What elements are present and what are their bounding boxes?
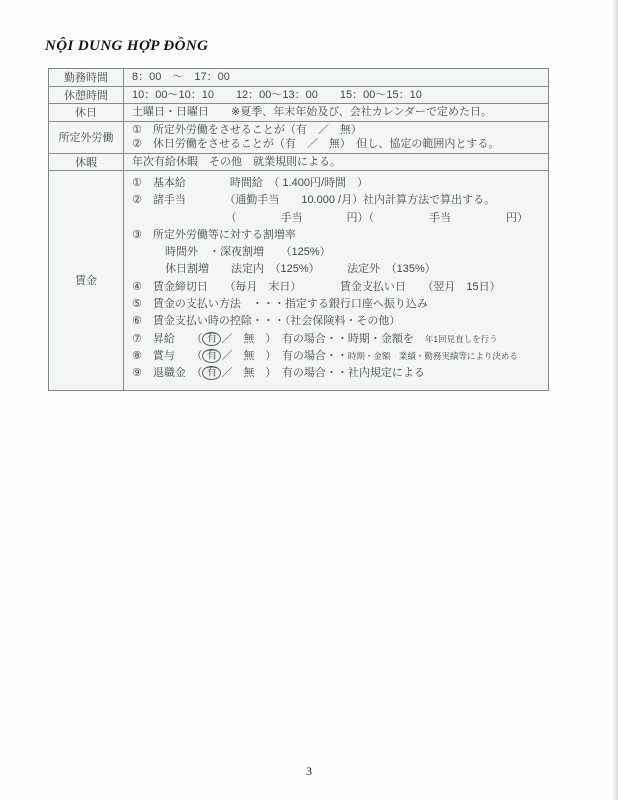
content-line xyxy=(132,175,540,192)
text-segment: 休日割増 法定内 （125%） 法定外 （135%） xyxy=(132,263,436,276)
text-segment: 10：00～10：10 12：00～13：00 15：00～15：10 xyxy=(132,88,422,101)
text-segment: ② 休日労働をさせることが（有 ／ 無） 但し、協定の範囲内とする。 xyxy=(132,138,500,150)
scan-edge-shadow xyxy=(612,0,618,800)
circled-selection: 有 xyxy=(202,349,221,363)
text-segment: ④ 賃金締切日 （毎月 末日） 賃金支払い日 （翌月 15日） xyxy=(132,280,501,293)
text-segment: 時間外 ・深夜割増 （125%） xyxy=(132,246,331,259)
content-line xyxy=(132,313,540,330)
content-line xyxy=(132,261,540,278)
text-segment: 年1回見直しを行う xyxy=(424,333,498,344)
row-label: 賃金 xyxy=(49,171,124,390)
content-line xyxy=(132,105,540,120)
text-segment: ／ 無 ） 有の場合・・時期・金額を xyxy=(221,332,425,345)
page-number: 3 xyxy=(306,764,312,778)
text-segment: ／ 無 ） 有の場合・・ xyxy=(221,349,348,362)
table-row xyxy=(49,69,548,87)
table-row xyxy=(49,154,548,172)
text-segment: （ 手当 円）（ 手当 円） xyxy=(132,211,528,224)
text-segment: ⑦ 昇給 （ xyxy=(132,332,203,345)
content-line xyxy=(132,155,540,170)
table-row xyxy=(49,171,548,390)
content-line xyxy=(132,192,540,209)
content-line xyxy=(132,348,540,365)
row-label: 休暇 xyxy=(49,154,124,171)
row-label: 所定外労働 xyxy=(49,122,124,153)
text-segment: 8：00 ～ 17：00 xyxy=(132,71,230,83)
content-line xyxy=(132,279,540,296)
text-segment: 年次有給休暇 その他 就業規則による。 xyxy=(132,155,341,168)
text-segment: ⑥ 賃金支払い時の控除・・・（社会保険料・その他） xyxy=(132,315,401,328)
text-segment: ⑨ 退職金 （ xyxy=(132,367,203,380)
content-line xyxy=(132,296,540,313)
text-segment: ② 諸手当 （通勤手当 10.000 /月）社内計算方法で算出する。 xyxy=(132,194,496,207)
row-content xyxy=(124,122,548,153)
page-title: NỘI DUNG HỢP ĐỒNG xyxy=(45,38,209,54)
table-row xyxy=(49,87,548,105)
row-content xyxy=(124,69,548,86)
circled-selection: 有 xyxy=(202,332,221,346)
text-segment: ⑧ 賞与 （ xyxy=(132,349,203,362)
text-segment: ／ 無 ） 有の場合・・社内規定による xyxy=(221,367,425,380)
row-content xyxy=(124,171,548,390)
content-line xyxy=(132,365,540,382)
text-segment: ③ 所定外労働等に対する割増率 xyxy=(132,228,296,241)
content-line xyxy=(132,123,540,138)
content-line xyxy=(132,331,540,348)
row-label: 休憩時間 xyxy=(49,87,124,104)
contract-table xyxy=(48,68,549,391)
text-segment: 時期・金額 業績・勤務実績等により決める xyxy=(347,350,518,361)
row-label: 休日 xyxy=(49,104,124,121)
row-content xyxy=(124,87,548,104)
content-line xyxy=(132,227,540,244)
text-segment: ① 基本給 時間給 （ 1.400円/時間 ） xyxy=(132,177,368,189)
text-segment: ① 所定外労働をさせることが（有 ／ 無） xyxy=(132,123,362,136)
row-content xyxy=(124,154,548,171)
content-line xyxy=(132,210,540,227)
content-line xyxy=(132,88,540,103)
text-segment: 土曜日・日曜日 ※夏季、年末年始及び、会社カレンダーで定めた日。 xyxy=(132,106,493,118)
row-label: 勤務時間 xyxy=(49,69,124,86)
content-line xyxy=(132,137,540,152)
table-row xyxy=(49,122,548,154)
circled-selection: 有 xyxy=(202,366,221,380)
table-row xyxy=(49,104,548,122)
text-segment: ⑤ 賃金の支払い方法 ・・・指定する銀行口座へ振り込み xyxy=(132,298,428,311)
content-line xyxy=(132,244,540,261)
content-line xyxy=(132,70,540,85)
row-content xyxy=(124,104,548,121)
